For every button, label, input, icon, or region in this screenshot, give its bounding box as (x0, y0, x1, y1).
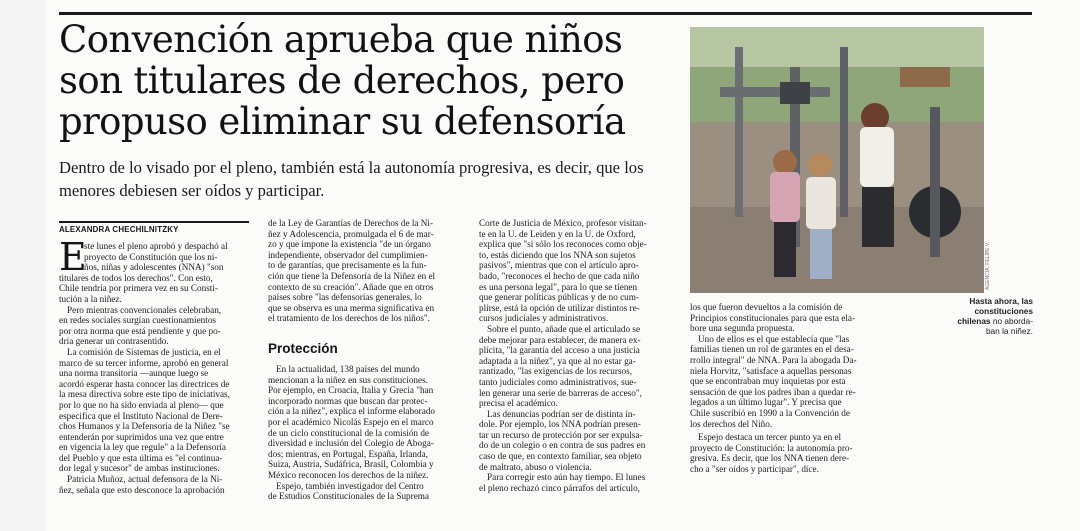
byline-rule (59, 221, 249, 223)
byline: ALEXANDRA CHECHILNITZKY (59, 225, 179, 234)
column-4-top: los que fueron devueltos a la comisión de Principios constitucionales para que esta ela- bore una segunda propuesta. Uno de ellos es el que establecía que "las familias tienen un rol de garantes en el desa- rrollo integral" de NNA. Para la abogada Da- niela Horvitz, "satisface a aquellas personas que se encontraban muy inquietas por esta sensación de que los padres iban a quedar re- legados a un último lugar". Y precisa que Chile suscribió en 1990 a la Convención de los derechos del Niño. (690, 302, 857, 429)
caption-line: ban la niñez. (985, 326, 1033, 336)
playground-photo (690, 27, 984, 293)
photo-caption (880, 296, 1033, 336)
headline (59, 19, 669, 142)
lead-paragraph (59, 156, 687, 202)
playground-photo-illustration (690, 27, 984, 293)
caption-line: constituciones (974, 306, 1033, 316)
photo-credit: AGENCIA: FELIPE V. (985, 241, 991, 290)
column-1: ste lunes el pleno aprobó y despachó al proyecto de Constitución que los ni- ños, niñas y adolescentes (NNA) "son titulares de todos los derechos". Con esto, Chile tendría por primera vez en su Consti- tución a la niñez. Pero mientras convencionales celebraban, en redes sociales surgían cuestionamientos por otra norma que está pendiente y que po- dría generar un contrasentido. La comisión de Sistemas de justicia, en el marco de su tercer informe, aprobó en general una norma transitoria —aunque luego se acordó esperar hasta conocer las directrices de la mesa directiva sobre este tipo de iniciativas, por lo que no ha sido enviada al pleno— que especifica que el Instituto Nacional de Dere- chos Humanos y la Defensoría de la Niñez "se entenderán por suprimidos una vez que entre en vigencia la ley que regule" a la Defensoría del Pueblo y que esta última es "el continua- dor legal y sucesor" de ambas instituciones. Patricia Muñoz, actual defensora de la Ni- ñez, señala que esto desconoce la aprobación (59, 241, 230, 495)
headline-line: propuso eliminar su defensoría (59, 100, 626, 143)
lead-line: Dentro de lo visado por el pleno, también está la autonomía progresiva, es decir, que los (59, 158, 644, 177)
column-3: Corte de Justicia de México, profesor visitan- te en la U. de Leiden y en la U. de Oxford, explica que "si sólo los reconoces como obje- to, estás diciendo que los NNA son sujetos pasivos", mientras que con el artículo apro- bado, "reconoces el hecho de que cada niño es una persona legal", para lo que se tienen que generar políticas públicas y de no cum- plirse, está la opción de utilizar distintos re- cursos judiciales y administrativos. Sobre el punto, añade que el articulado se debe mejorar para establecer, de manera ex- plícita, "la garantía del acceso a una justicia adaptada a la niñez", ya que al no estar ga- rantizado, "las exigencias de los recursos, tanto judiciales como administrativos, sue- len generar una serie de barreras de acceso", precisa el académico. Las denuncias podrían ser de distinta ín- dole. Por ejemplo, los NNA podrían presen- tar un recurso de protección por ser expulsa- do de un colegio o en contra de sus padres en caso de que, en contexto familiar, sea objeto de maltrato, abuso o violencia. Para corregir esto aún hay tiempo. El lunes el pleno rechazó cinco párrafos del artículo, (479, 218, 647, 493)
headline-line: Convención aprueba que niños (59, 18, 623, 61)
caption-line: chilenas no aborda- (957, 316, 1033, 326)
column-2-bottom: En la actualidad, 138 países del mundo mencionan a la niñez en sus constituciones. Por ejemplo, en Croacia, Italia y Grecia "han incorporado normas que buscan dar protec- ción a la niñez", explica el informe elaborado por el académico Nicolás Espejo en el marco de un ciclo constitucional de la comisión de diversidad e inclusión del Colegio de Aboga- dos; mientras, en Portugal, España, Irlanda, Suiza, Austria, Sudáfrica, Brasil, Colombia y México reconocen los derechos de la niñez. Espejo, también investigador del Centro de Estudios Constitucionales de la Suprema (268, 364, 436, 502)
top-rule (59, 12, 1032, 15)
drop-cap: E (59, 235, 87, 279)
headline-line: son titulares de derechos, pero (59, 59, 625, 102)
column-4-bottom: Espejo destaca un tercer punto ya en el proyecto de Constitución: la autonomía pro- gresiva. Es decir, que los NNA tienen dere- cho a "ser oídos y participar", dice. (690, 432, 853, 474)
lead-line: menores debiesen ser oídos y participar. (59, 181, 325, 200)
section-subhead: Protección (268, 341, 338, 356)
caption-line: Hasta ahora, las (969, 296, 1033, 306)
column-2-top: de la Ley de Garantías de Derechos de la Ni- ñez y Adolescencia, promulgada el 6 de mar- zo y que impone la existencia "de un órgano independiente, observador del cumplimien- to de garantías, que precisamente es la fun- ción que tiene la Defensoría de la Niñez en el contexto de su creación". Añade que en otros países sobre "las defensorías generales, lo que se observa es una merma significativa en el tratamiento de los derechos de los niños". (268, 218, 436, 324)
